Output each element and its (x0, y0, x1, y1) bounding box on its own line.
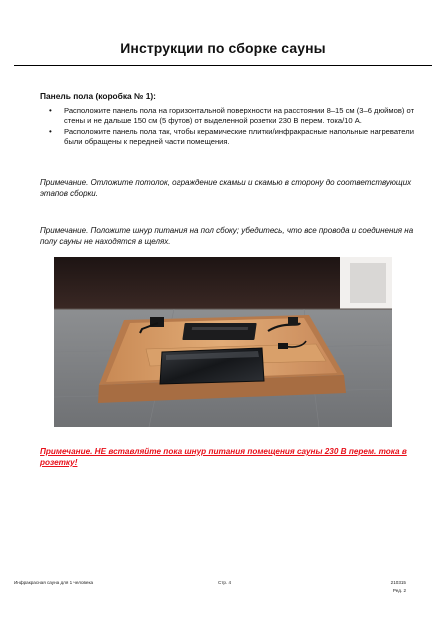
footer-page-number: Стр. 4 (218, 580, 232, 585)
section-heading: Панель пола (коробка № 1): (40, 91, 156, 101)
floor-panel-photo (54, 257, 392, 427)
title-divider (14, 65, 432, 66)
warning-note: Примечание. НЕ вставляйте пока шнур питания помещения сауны 230 В перем. тока в розетку! (40, 447, 407, 467)
instruction-item (40, 127, 428, 148)
bullet-icon: • (49, 106, 52, 115)
instruction-item (40, 106, 428, 127)
instruction-text: Расположите панель пола на горизонтальной поверхности на расстоянии 8–15 см (3–6 дюймов) от стены и не дальше 150 см (5 футов) от выделенной розетки 230 В перем. тока/10 А. (64, 106, 415, 126)
instruction-list (40, 106, 428, 148)
footer-product-name: Инфракрасная сауна для 1 человека (14, 580, 94, 585)
bullet-icon: • (49, 126, 52, 136)
footer-revision: Ред. 2 (392, 588, 406, 593)
note-set-aside: Примечание. Отложите потолок, ограждение скамьи и скамью в сторону до соответствующих этапов сборки. (40, 178, 412, 198)
instruction-text: Расположите панель пола так, чтобы керамические плитки/инфракрасные напольные нагреватели были обращены к передней части помещения. (64, 126, 414, 147)
note-power-cord: Примечание. Положите шнур питания на пол сбоку; убедитесь, что все провода и соединения на полу сауны не находятся в щелях. (40, 226, 414, 246)
page-title: Инструкции по сборке сауны (120, 40, 326, 56)
footer-doc-code: 210315 (390, 580, 406, 585)
